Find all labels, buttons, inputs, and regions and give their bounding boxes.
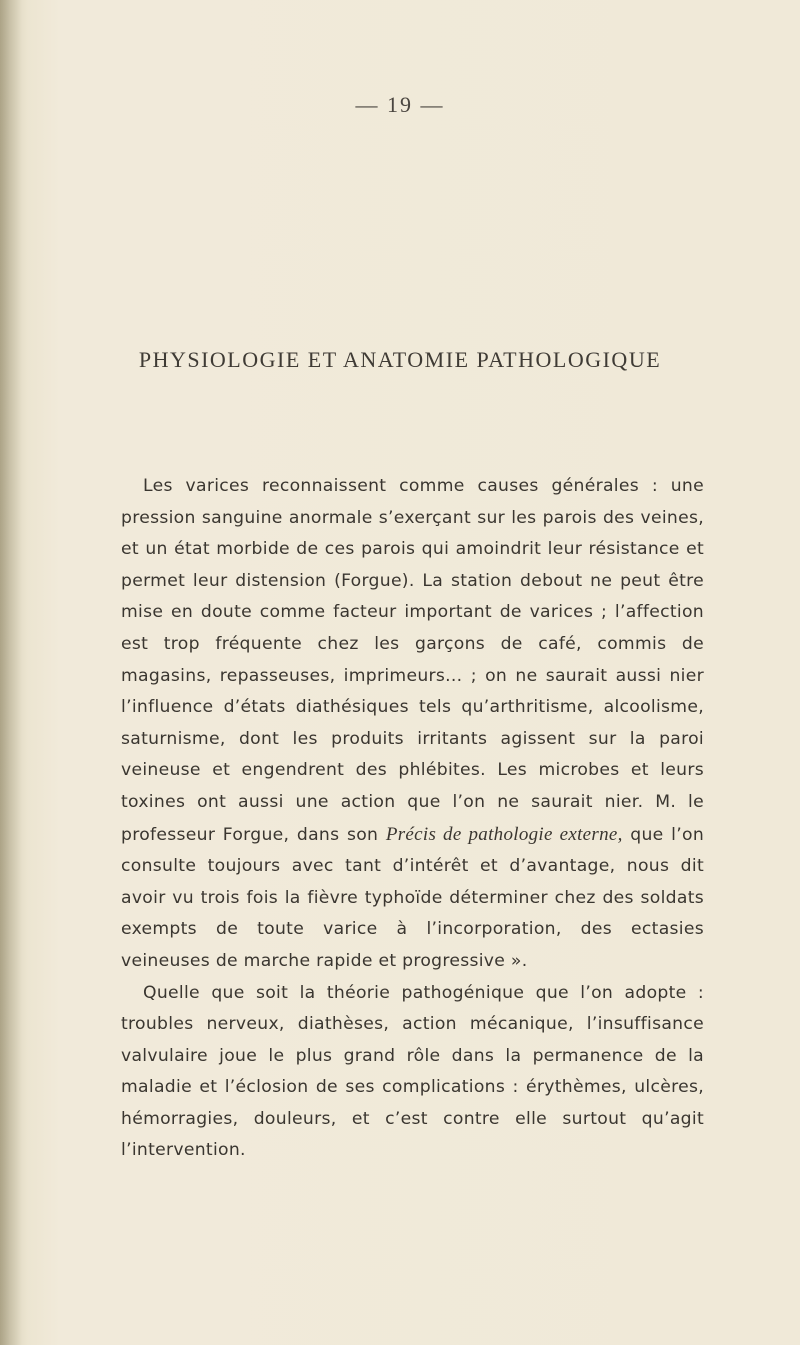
section-title: PHYSIOLOGIE ET ANATOMIE PATHOLOGIQUE [138,347,662,372]
book-title-italic: Précis de pathologie externe, [385,823,623,845]
page-binding-shadow [0,0,22,1345]
paragraph-pathogenic-theory: Quelle que soit la théorie pathogénique que l’on adopte : troubles nerveux, diathèses, action mécanique, l’insuffisance valvulaire joue le plus grand rôle dans la permanence de la maladie et l’éclosion de ses complications : érythèmes, ulcères, hémorragies, douleurs, et c’est contre elle surtout qu’agit l’intervention. [121,982,704,1161]
body-text [121,471,704,1167]
paragraph-causes [121,471,704,978]
page-number: — 19 — [355,92,445,117]
paragraph-causes-text: Les varices reconnaissent comme causes générales : une pression sanguine anormale s’exerçant sur les parois des veines, et un état morbide de ces parois qui amoindrit leur résistance et permet leur distension (Forgue). La station debout ne peut être mise en doute comme facteur important de varices ; l’affection est trop fréquente chez les garçons de café, commis de magasins, repasseuses, imprimeurs... ; on ne saurait aussi nier l’influence d’états diathésiques tels qu’arthritisme, alcoolisme, saturnisme, dont les produits irritants agissent sur la paroi veineuse et engendrent des phlébites. Les microbes et leurs toxines ont aussi une action que l’on ne saurait nier. M. le professeur Forgue, dans son [121,476,704,845]
paragraph-causes-continuation: que l’on consulte toujours avec tant d’intérêt et d’avantage, nous dit avoir vu trois fois la fièvre typhoïde déterminer chez des soldats exempts de toute varice à l’incorporation, des ectasies veineuses de marche rapide et progressive ». [121,824,705,971]
